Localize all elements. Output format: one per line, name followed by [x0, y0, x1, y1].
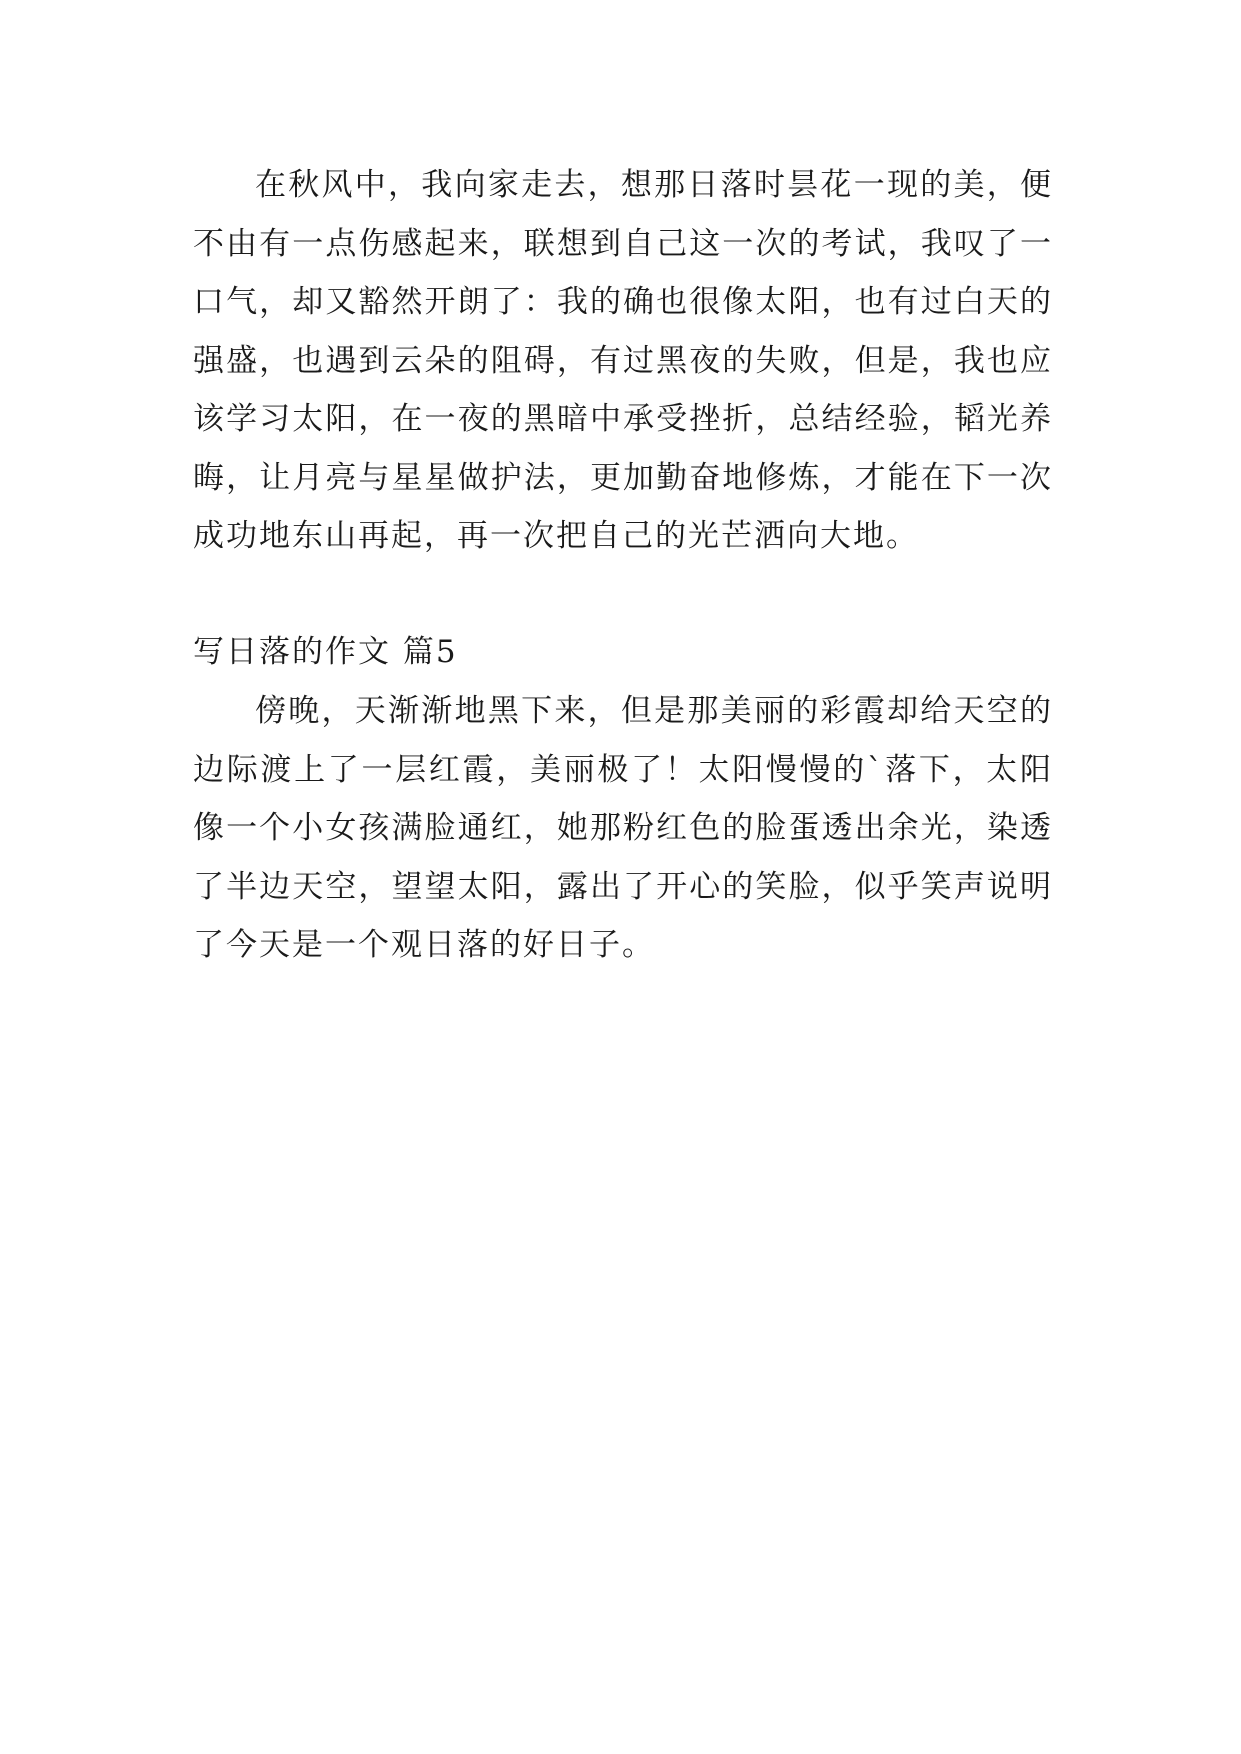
section-heading: 写日落的作文 篇5	[193, 634, 458, 670]
paragraph-2-line-2: 边际渡上了一层红霞，美丽极了！太阳慢慢的`落下，太阳	[193, 752, 1053, 788]
paragraph-1-line-5: 该学习太阳，在一夜的黑暗中承受挫折，总结经验，韬光养	[193, 401, 1053, 437]
paragraph-1-line-7: 成功地东山再起，再一次把自己的光芒洒向大地。	[193, 518, 919, 554]
paragraph-1-line-4: 强盛，也遇到云朵的阻碍，有过黑夜的失败，但是，我也应	[193, 343, 1053, 379]
paragraph-1-line-6: 晦，让月亮与星星做护法，更加勤奋地修炼，才能在下一次	[193, 460, 1053, 496]
paragraph-1-line-2: 不由有一点伤感起来，联想到自己这一次的考试，我叹了一	[193, 226, 1053, 262]
paragraph-2-line-3: 像一个小女孩满脸通红，她那粉红色的脸蛋透出余光，染透	[193, 810, 1053, 846]
paragraph-2-line-1: 傍晚，天渐渐地黑下来，但是那美丽的彩霞却给天空的	[255, 693, 1053, 729]
paragraph-2-line-4: 了半边天空，望望太阳，露出了开心的笑脸，似乎笑声说明	[193, 869, 1053, 905]
paragraph-1-line-3: 口气，却又豁然开朗了：我的确也很像太阳，也有过白天的	[193, 284, 1053, 320]
paragraph-1-line-1: 在秋风中，我向家走去，想那日落时昙花一现的美，便	[255, 167, 1053, 203]
paragraph-2-line-5: 了今天是一个观日落的好日子。	[193, 927, 655, 963]
